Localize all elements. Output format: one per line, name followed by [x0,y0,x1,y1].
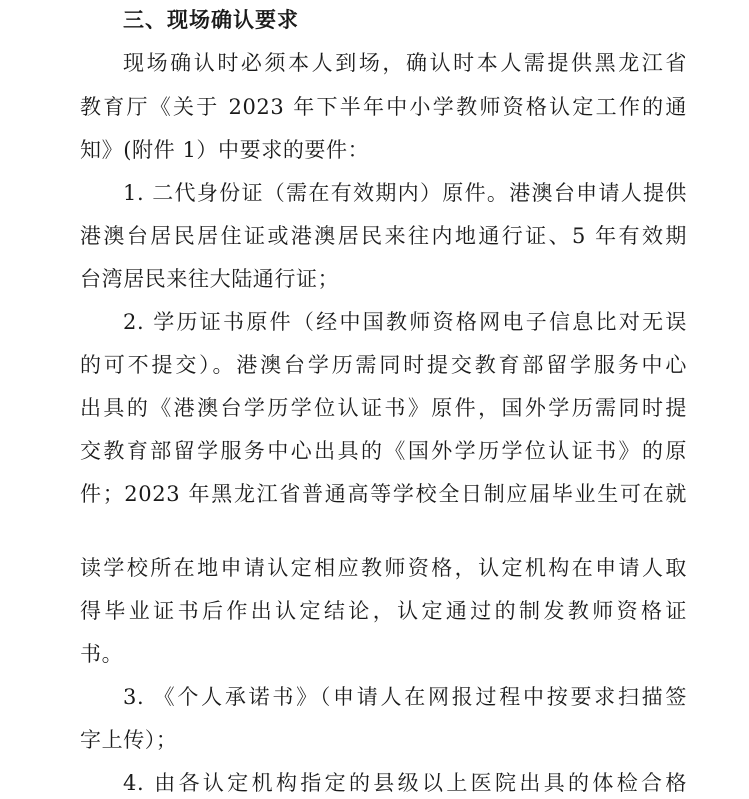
text-line: 3. 《个人承诺书》（申请人在网报过程中按要求扫描签 [123,685,687,709]
text-line: 出具的《港澳台学历学位认证书》原件，国外学历需同时提 [80,396,687,420]
section-heading: 三、现场确认要求 [123,8,299,32]
text-line: 2. 学历证书原件（经中国教师资格网电子信息比对无误 [123,310,687,334]
text-line: 的可不提交）。港澳台学历需同时提交教育部留学服务中心 [80,353,687,377]
text-line: 读学校所在地申请认定相应教师资格，认定机构在申请人取 [80,556,687,580]
text-line: 现场确认时必须本人到场，确认时本人需提供黑龙江省 [123,51,687,75]
text-line: 知》(附件 1）中要求的要件： [80,138,370,162]
text-line: 书。 [80,642,124,666]
text-line: 交教育部留学服务中心出具的《国外学历学位认证书》的原 [80,439,687,463]
text-line: 件；2023 年黑龙江省普通高等学校全日制应届毕业生可在就 [80,482,687,506]
text-line: 台湾居民来往大陆通行证； [80,267,340,291]
text-line: 1. 二代身份证（需在有效期内）原件。港澳台申请人提供 [123,181,687,205]
text-line: 4. 由各认定机构指定的县级以上医院出具的体检合格 [123,771,687,795]
text-line: 教育厅《关于 2023 年下半年中小学教师资格认定工作的通 [80,95,687,119]
text-line: 港澳台居民居住证或港澳居民来往内地通行证、5 年有效期 [80,224,687,248]
text-line: 得毕业证书后作出认定结论，认定通过的制发教师资格证 [80,599,687,623]
text-line: 字上传）； [80,728,178,752]
